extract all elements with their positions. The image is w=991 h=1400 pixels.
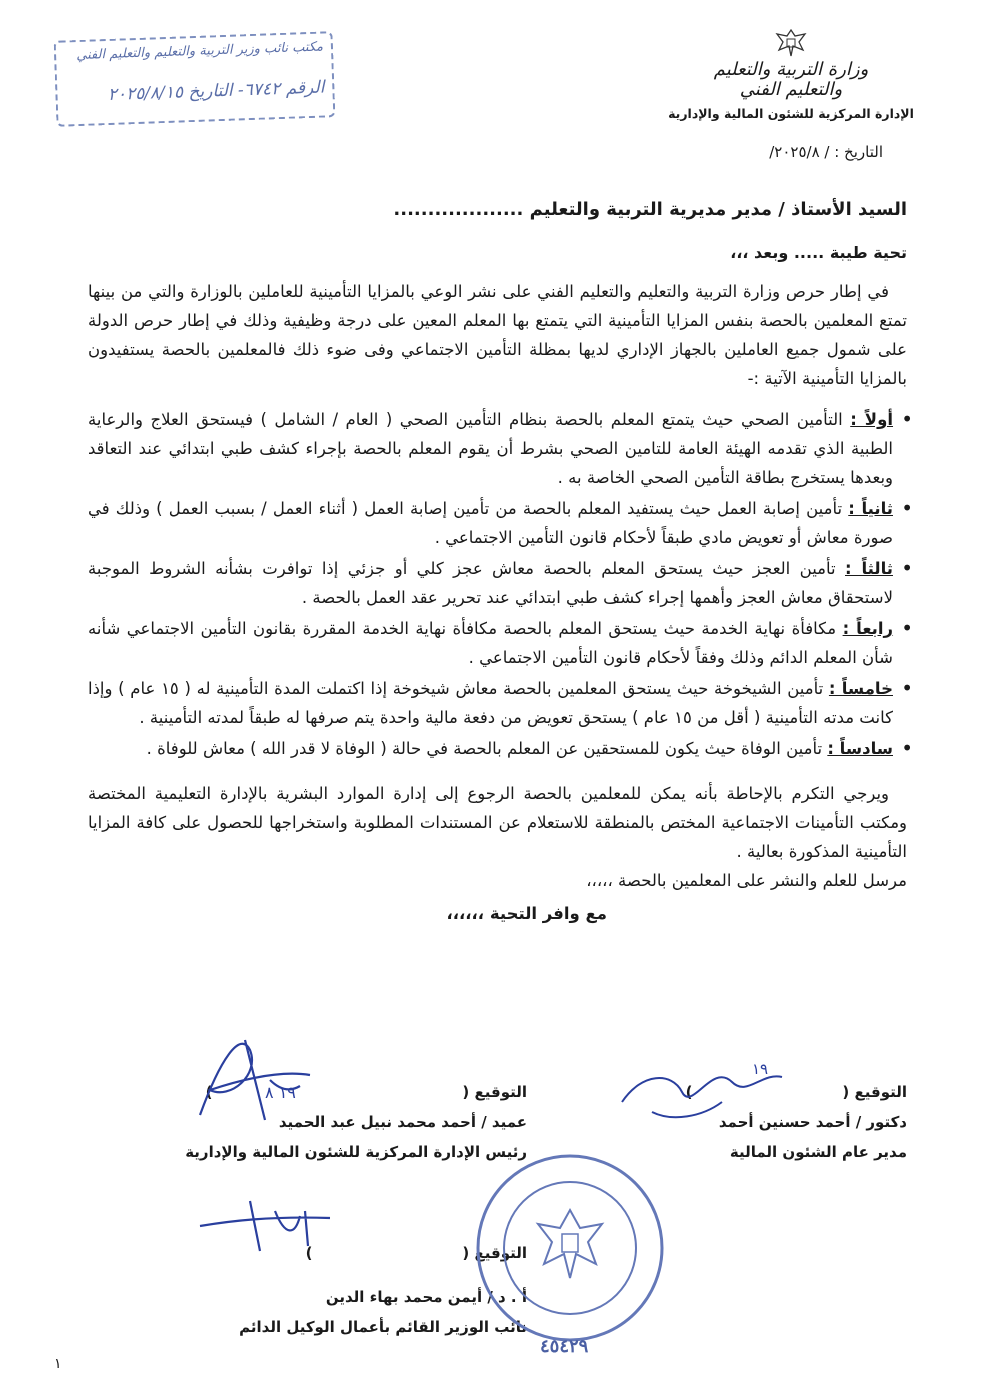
letter-date: التاريخ : / ٢٠٢٥/٨/ xyxy=(769,143,883,161)
office-stamp-line2: الرقم ٦٧٤٢- التاريخ ٢٠٢٥/٨/١٥ xyxy=(107,77,325,106)
benefit-text: تأمين إصابة العمل حيث يستفيد المعلم بالحصة من تأمين إصابة العمل ( أثناء العمل / بسبب العمل ) وذلك في صورة معاش أو تعويض مادي طبقاً لأحكام قانون التأمين الاجتماعي . xyxy=(88,499,893,547)
signature-close: ) xyxy=(685,1083,693,1101)
greeting: تحية طيبة ..... وبعد ،،، xyxy=(730,243,907,262)
signature-close: ) xyxy=(305,1244,313,1262)
benefit-label: أولاً : xyxy=(850,410,894,429)
benefit-text: التأمين الصحي حيث يتمتع المعلم بالحصة بنظام التأمين الصحي ( العام / الشامل ) فيستحق العلاج والرعاية الطبية الذي تقدمه الهيئة العامة للتامين الصحي بشرط أن يقوم المعلم بالحصة بإجراء كشف طبي ابتدائي عند التعاقد وبعدها يستخرج بطاقة التأمين الصحي الخاصة به . xyxy=(88,410,893,487)
letterhead xyxy=(661,28,921,121)
benefit-text: تأمين العجز حيث يستحق المعلم بالحصة معاش عجز كلي أو جزئي إذا توافرت بشأنه الشروط الموجبة لاستحقاق معاش العجز وأهمها إجراء كشف طبي ابتدائي عند تحرير عقد العمل بالحصة . xyxy=(88,559,893,607)
page-number: ١ xyxy=(54,1356,62,1372)
office-stamp xyxy=(54,31,336,127)
benefit-item xyxy=(88,734,907,763)
benefit-item xyxy=(88,494,907,552)
signature-label: التوقيع ( xyxy=(462,1244,527,1262)
eagle-crest-icon xyxy=(771,28,811,58)
svg-text:١٩: ١٩ xyxy=(752,1060,769,1078)
benefit-item xyxy=(88,674,907,732)
benefit-item xyxy=(88,614,907,672)
svg-text:١٩ ٨: ١٩ ٨ xyxy=(265,1083,296,1102)
ministry-name-line2: والتعليم الفني xyxy=(739,79,843,100)
signatory-title: نائب الوزير القائم بأعمال الوكيل الدائم xyxy=(239,1318,527,1336)
benefit-label: ثانياً : xyxy=(848,499,893,518)
signatory-name: دكتور / أحمد حسنين أحمد xyxy=(718,1113,907,1131)
ministry-name-line1: وزارة التربية والتعليم xyxy=(713,59,869,80)
signature-label: التوقيع ( xyxy=(462,1083,527,1101)
benefit-item xyxy=(88,405,907,492)
signature-label: التوقيع ( xyxy=(842,1083,907,1101)
distribution-note: مرسل للعلم والنشر على المعلمين بالحصة ،،،،، xyxy=(586,871,907,890)
benefit-label: ثالثاً : xyxy=(845,559,893,578)
benefit-label: رابعاً : xyxy=(842,619,894,638)
benefit-text: تأمين الوفاة حيث يكون للمستحقين عن المعلم بالحصة في حالة ( الوفاة لا قدر الله ) معاش للوفاة . xyxy=(146,739,828,758)
handwritten-signature-bottom xyxy=(190,1196,340,1256)
benefit-item xyxy=(88,554,907,612)
department-name: الإدارة المركزية للشئون المالية والإدارية xyxy=(668,106,914,121)
signatory-name: عميد / أحمد محمد نبيل عبد الحميد xyxy=(278,1113,527,1131)
addressee: السيد الأستاذ / مدير مديرية التربية والتعليم ................... xyxy=(393,199,907,220)
signatory-title: مدير عام الشئون المالية xyxy=(729,1143,907,1161)
intro-paragraph: في إطار حرص وزارة التربية والتعليم والتعليم الفني على نشر الوعي بالمزايا التأمينية للعاملين بالوزارة والتي من بينها تمتع المعلمين بالحصة بنفس المزايا التأمينية التي يتمتع بها المعلم المعين على درجة وظيفية وذلك في إطار حرص الدولة على شمول جميع العاملين بالجهاز الإداري لديها بمظلة التأمين الاجتماعي وفى ضوء ذلك فالمعلمين بالحصة يستفيدون بالمزايا التأمينية الآتية :- xyxy=(88,282,907,388)
benefit-text: مكافأة نهاية الخدمة حيث يستحق المعلم بالحصة مكافأة نهاية الخدمة المقررة بقانون التأمين الاجتماعي شأنه شأن المعلم الدائم وذلك وفقاً لأحكام قانون التأمين الاجتماعي . xyxy=(88,619,893,667)
signature-close: ) xyxy=(205,1083,213,1101)
benefit-text: تأمين الشيخوخة حيث يستحق المعلمين بالحصة معاش شيخوخة إذا اكتملت المدة التأمينية له ( ١٥ عام ) وإذا كانت مدته التأمينية ( أقل من ١٥ عام ) يستحق تعويض من دفعة مالية واحدة يتم صرفها له طبقاً لمدته التأمينية . xyxy=(88,679,893,727)
signatory-name: أ . د / أيمن محمد بهاء الدين xyxy=(325,1288,527,1306)
official-seal-icon xyxy=(470,1148,670,1348)
benefit-label: خامساً : xyxy=(828,679,893,698)
regards: مع وافر التحية ،،،،،، xyxy=(446,904,607,923)
handwritten-signature-right xyxy=(612,1042,802,1132)
closing-paragraph: ويرجي التكرم بالإحاطة بأنه يمكن للمعلمين بالحصة الرجوع إلى إدارة الموارد البشرية بالإدارة التعليمية المختصة ومكتب التأمينات الاجتماعية المختص بالمنطقة للاستعلام عن المستندات المطلوبة واستخراجها للحصول على كافة المزايا التأمينية المذكورة بعالية . xyxy=(88,784,907,861)
seal-number: ٤٥٤٢٩ xyxy=(540,1336,589,1357)
signatory-title: رئيس الإدارة المركزية للشئون المالية والإدارية xyxy=(185,1143,527,1161)
office-stamp-line1: مكتب نائب وزير التربية والتعليم والتعليم الفني xyxy=(75,39,324,64)
handwritten-signature-left xyxy=(170,1020,320,1130)
letter-body xyxy=(88,195,907,928)
benefits-list xyxy=(88,405,907,763)
benefit-label: سادساً : xyxy=(827,739,893,758)
